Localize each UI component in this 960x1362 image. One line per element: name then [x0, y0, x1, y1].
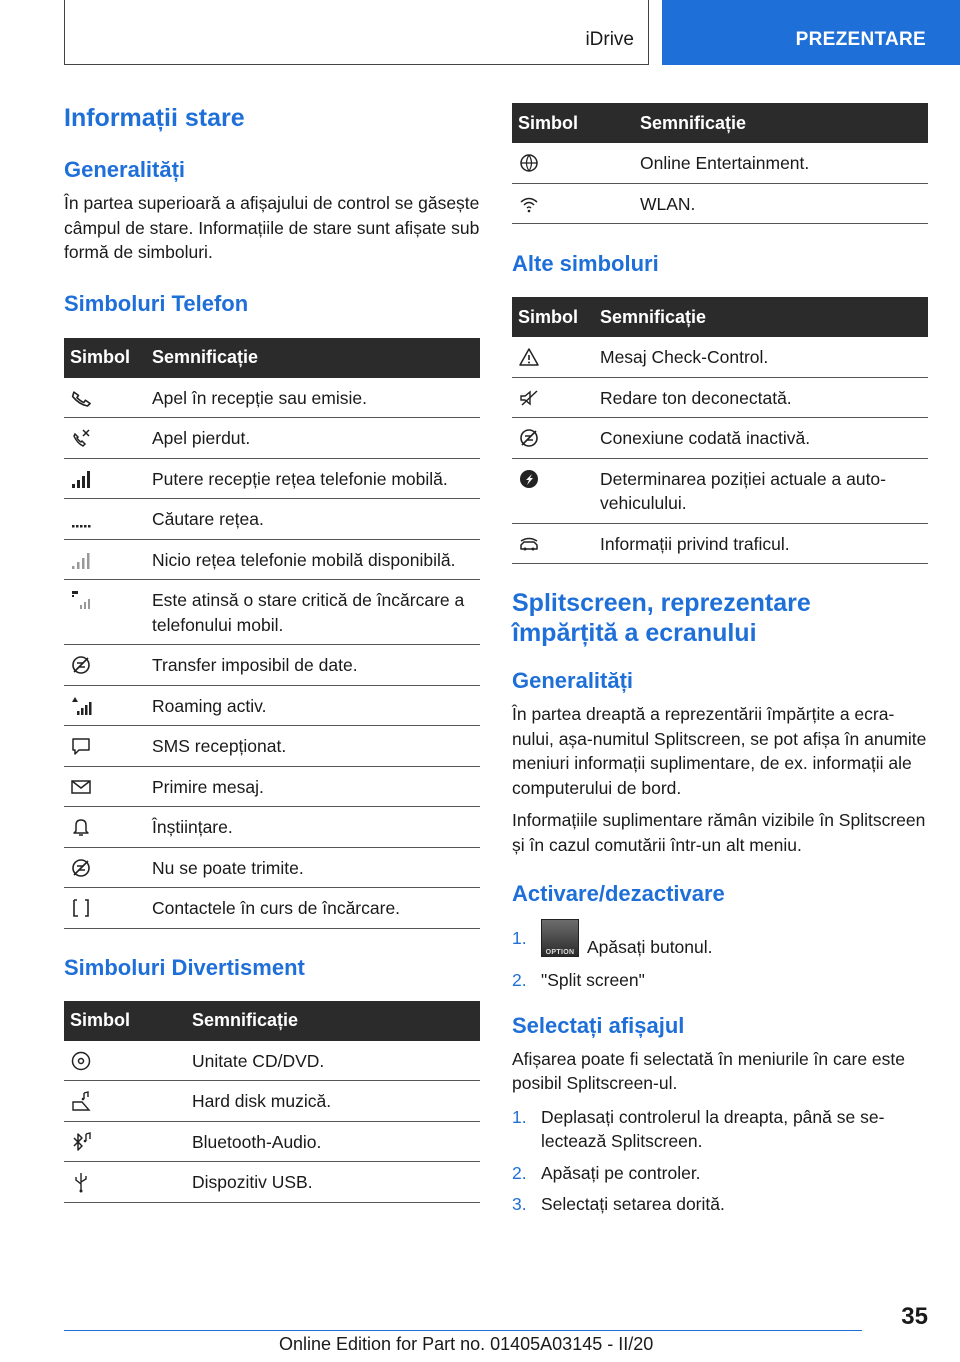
- select-steps: [512, 1105, 928, 1217]
- list-item: [512, 1105, 928, 1154]
- table-row: [512, 418, 928, 459]
- table-row: [64, 580, 480, 645]
- hard-disk-music-icon: [70, 1090, 92, 1112]
- missed-call-icon: [70, 427, 92, 449]
- table-row: [64, 458, 480, 499]
- col-symbol: Simbol: [64, 1001, 186, 1041]
- table-cell: Unitate CD/DVD.: [186, 1041, 480, 1081]
- table-cell: Roaming activ.: [146, 685, 480, 726]
- footer-divider: [64, 1330, 862, 1331]
- general-heading: Generalități: [64, 157, 186, 182]
- table-row: [64, 1041, 480, 1081]
- position-icon: [518, 468, 540, 490]
- table-cell: Nicio rețea telefonie mobilă disponibilă.: [146, 539, 480, 580]
- status-info-title: Informații stare: [64, 104, 245, 132]
- list-item: [512, 919, 928, 966]
- step-text: Deplasați controlerul la dreapta, până se selectează Splitscreen.: [541, 1106, 885, 1151]
- usb-icon: [70, 1171, 92, 1193]
- table-row: [64, 1081, 480, 1122]
- table-cell: Contactele în curs de încărcare.: [146, 888, 480, 929]
- table-header-row: [64, 338, 480, 378]
- table-cell: Hard disk muzică.: [186, 1081, 480, 1122]
- table-row: [64, 418, 480, 459]
- table-header-row: [512, 103, 928, 143]
- table-cell: Nu se poate trimite.: [146, 847, 480, 888]
- header-chapter-tab[interactable]: [662, 0, 960, 65]
- table-cell: WLAN.: [634, 183, 928, 224]
- other-symbols-heading: Alte simboluri: [512, 251, 659, 276]
- table-row: [64, 1121, 480, 1162]
- roaming-icon: [70, 695, 92, 717]
- header-chapter-label: PREZENTARE: [795, 29, 926, 50]
- table-row: [64, 726, 480, 767]
- table-cell: Căutare rețea.: [146, 499, 480, 540]
- header-section-title: iDrive: [585, 29, 634, 50]
- phone-call-icon: [70, 387, 92, 409]
- table-row: [512, 337, 928, 377]
- activate-heading: Activare/dezactivare: [512, 881, 725, 906]
- table-row: [64, 499, 480, 540]
- table-row: [64, 847, 480, 888]
- table-cell: Redare ton deconectată.: [594, 377, 928, 418]
- select-display-text: Afișarea poate fi selectată în meniurile în care este posibil Splitscreen-ul.: [512, 1048, 905, 1093]
- no-data-transfer-icon: [70, 654, 92, 676]
- col-meaning: Semnificație: [634, 103, 928, 143]
- table-cell: Transfer imposibil de date.: [146, 645, 480, 686]
- table-cell: Bluetooth-Audio.: [186, 1121, 480, 1162]
- table-row: [512, 377, 928, 418]
- table-row: [64, 888, 480, 929]
- left-column: [64, 100, 480, 1203]
- activate-steps: [512, 919, 928, 993]
- table-header-row: [512, 297, 928, 337]
- step-text: Apăsați butonul.: [587, 937, 713, 957]
- splitscreen-general-heading: Generalități: [512, 668, 634, 693]
- phone-symbols-heading: Simboluri Telefon: [64, 290, 249, 316]
- col-meaning: Semnificație: [594, 297, 928, 337]
- step-number: 2.: [512, 970, 527, 990]
- signal-strength-icon: [70, 468, 92, 490]
- col-meaning: Semnificație: [186, 1001, 480, 1041]
- wlan-icon: [518, 193, 540, 215]
- col-symbol: Simbol: [64, 338, 146, 378]
- bluetooth-audio-icon: [70, 1131, 92, 1153]
- step-text: Selectați setarea dorită.: [541, 1194, 725, 1214]
- table-cell: Mesaj Check-Control.: [594, 337, 928, 377]
- list-item: [512, 968, 928, 993]
- table-cell: Apel pierdut.: [146, 418, 480, 459]
- bell-icon: [70, 816, 92, 838]
- table-row: [64, 539, 480, 580]
- table-row: [64, 645, 480, 686]
- entertainment-symbols-table-continued: [512, 103, 928, 224]
- footer-watermark: [690, 1334, 960, 1355]
- coded-connection-inactive-icon: [518, 427, 540, 449]
- col-symbol: Simbol: [512, 103, 634, 143]
- table-cell: Apel în recepție sau emisie.: [146, 378, 480, 418]
- contacts-loading-icon: [70, 897, 92, 919]
- table-row: [64, 766, 480, 807]
- select-display-heading: Selectați afișajul: [512, 1012, 685, 1038]
- phone-symbols-table: [64, 338, 480, 929]
- cd-dvd-icon: [70, 1050, 92, 1072]
- right-column: [512, 103, 928, 1224]
- table-row: [64, 807, 480, 848]
- cannot-send-icon: [70, 857, 92, 879]
- sms-icon: [70, 735, 92, 757]
- splitscreen-title-line2: împărțită a ecranului: [512, 619, 757, 647]
- step-number: 1.: [512, 1106, 527, 1127]
- table-cell: Online Entertainment.: [634, 143, 928, 183]
- step-number: 1.: [512, 928, 527, 948]
- step-number: 3.: [512, 1194, 527, 1214]
- table-cell: Este atinsă o stare critică de încărcare a telefonului mobil.: [146, 580, 480, 645]
- header-section-box: [64, 0, 649, 65]
- table-row: [64, 685, 480, 726]
- network-search-icon: [70, 508, 92, 530]
- no-network-icon: [70, 549, 92, 571]
- table-cell: Dispozitiv USB.: [186, 1162, 480, 1203]
- col-meaning: Semnificație: [146, 338, 480, 378]
- general-text: În partea superioară a afișajului de control se găsește câmpul de stare. Informațiile de stare sunt afișate sub formă de simboluri.: [64, 193, 480, 262]
- list-item: [512, 1161, 928, 1186]
- battery-critical-icon: [70, 589, 92, 611]
- col-symbol: Simbol: [512, 297, 594, 337]
- table-cell: Determinarea poziției actuale a autovehiculului.: [594, 458, 928, 523]
- footer-edition: Online Edition for Part no. 01405A03145 - II/20: [279, 1334, 654, 1354]
- step-number: 2.: [512, 1162, 527, 1183]
- table-row: [512, 523, 928, 564]
- table-header-row: [64, 1001, 480, 1041]
- entertainment-symbols-table: [64, 1001, 480, 1203]
- table-cell: Înștiințare.: [146, 807, 480, 848]
- other-symbols-table: [512, 297, 928, 564]
- table-row: [64, 1162, 480, 1203]
- list-item: [512, 1192, 928, 1217]
- page-number: 35: [901, 1303, 928, 1330]
- step-text: Apăsați pe controler.: [541, 1162, 701, 1183]
- table-cell: Putere recepție rețea telefonie mobilă.: [146, 458, 480, 499]
- splitscreen-title-line1: Splitscreen, reprezentare: [512, 589, 811, 617]
- entertainment-symbols-heading: Simboluri Divertisment: [64, 954, 305, 980]
- traffic-info-icon: [518, 533, 540, 555]
- warning-icon: [518, 346, 540, 368]
- table-cell: SMS recepționat.: [146, 726, 480, 767]
- table-cell: Primire mesaj.: [146, 766, 480, 807]
- option-button-icon[interactable]: OPTION: [541, 919, 579, 957]
- mail-icon: [70, 776, 92, 798]
- table-row: [512, 183, 928, 224]
- step-text: "Split screen": [541, 970, 645, 990]
- table-cell: Conexiune codată inactivă.: [594, 418, 928, 459]
- online-entertainment-icon: [518, 152, 540, 174]
- splitscreen-text-2: Informațiile suplimentare rămân vizibile în Splitscreen și în cazul comutării într-un alt meniu.: [512, 810, 926, 855]
- table-row: [64, 378, 480, 418]
- table-row: [512, 143, 928, 183]
- table-cell: Informații privind traficul.: [594, 523, 928, 564]
- splitscreen-text-1: În partea dreaptă a reprezentării împărțite a ecranului, așa-numitul Splitscreen, se pot afișa în anumite meniuri informații suplimentare, de ex. informații ale computerului de bord.: [512, 704, 927, 798]
- table-row: [512, 458, 928, 523]
- sound-off-icon: [518, 387, 540, 409]
